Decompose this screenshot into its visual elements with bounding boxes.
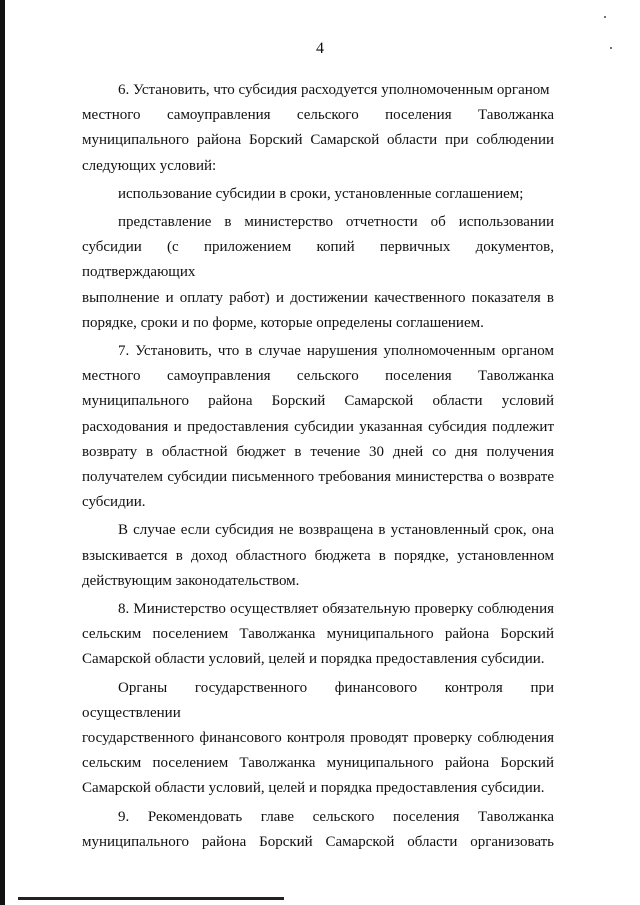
text-line: государственного финансового контроля проводят проверку соблюдения: [82, 730, 554, 747]
text-line: муниципального района Борский Самарской области условий: [82, 393, 554, 410]
text-line: субсидии.: [82, 494, 146, 511]
paragraph-7: [82, 339, 554, 515]
text-line: представление в министерство отчетности об использовании: [118, 214, 554, 231]
text-line: субсидии (с приложением копий первичных документов, подтверждающих: [82, 239, 554, 281]
text-line: местного самоуправления сельского поселения Таволжанка: [82, 368, 554, 385]
paragraph-reporting: [82, 210, 554, 336]
text-line: использование субсидии в сроки, установленные соглашением;: [118, 185, 524, 202]
text-line: следующих условий:: [82, 157, 217, 174]
text-line: сельским поселением Таволжанка муниципального района Борский: [82, 755, 554, 772]
text-line: Органы государственного финансового контроля при осуществлении: [82, 679, 554, 721]
paragraph-6: [82, 78, 554, 179]
text-line: выполнение и оплату работ) и достижении качественного показателя в: [82, 289, 554, 306]
scan-bottom-line: [18, 897, 284, 900]
page-number: 4: [316, 40, 324, 57]
text-line: расходования и предоставления субсидии указанная субсидия подлежит: [82, 418, 554, 435]
text-line: порядке, сроки и по форме, которые определены соглашением.: [82, 314, 484, 331]
scan-left-edge: [0, 0, 5, 905]
paragraph-8: [82, 597, 554, 673]
text-line: В случае если субсидия не возвращена в установленный срок, она: [118, 522, 554, 539]
paragraph-refund: [82, 518, 554, 594]
text-line: 8. Министерство осуществляет обязательную проверку соблюдения: [118, 601, 554, 618]
text-line: муниципального района Борский Самарской области организовать: [82, 833, 554, 850]
paragraph-usage: [82, 182, 554, 207]
document-body: [82, 78, 554, 855]
text-line: 9. Рекомендовать главе сельского поселения Таволжанка: [118, 808, 554, 825]
text-line: возврату в областной бюджет в течение 30 дней со дня получения: [82, 443, 554, 460]
text-line: Самарской области условий, целей и порядка предоставления субсидии.: [82, 651, 545, 668]
scan-speck: [604, 16, 606, 18]
text-line: 7. Установить, что в случае нарушения уполномоченным органом: [118, 343, 554, 360]
text-line: Самарской области условий, целей и порядка предоставления субсидии.: [82, 780, 545, 797]
paragraph-control: [82, 676, 554, 802]
text-line: 6. Установить, что субсидия расходуется уполномоченным органом: [118, 82, 550, 98]
text-line: получателем субсидии письменного требования министерства о возврате: [82, 469, 554, 486]
paragraph-9: [82, 805, 554, 855]
text-line: действующим законодательством.: [82, 572, 300, 589]
text-line: муниципального района Борский Самарской области при соблюдении: [82, 132, 554, 149]
text-line: сельским поселением Таволжанка муниципального района Борский: [82, 626, 554, 643]
text-line: местного самоуправления сельского поселения Таволжанка: [82, 107, 554, 124]
text-line: взыскивается в доход областного бюджета в порядке, установленном: [82, 547, 554, 564]
